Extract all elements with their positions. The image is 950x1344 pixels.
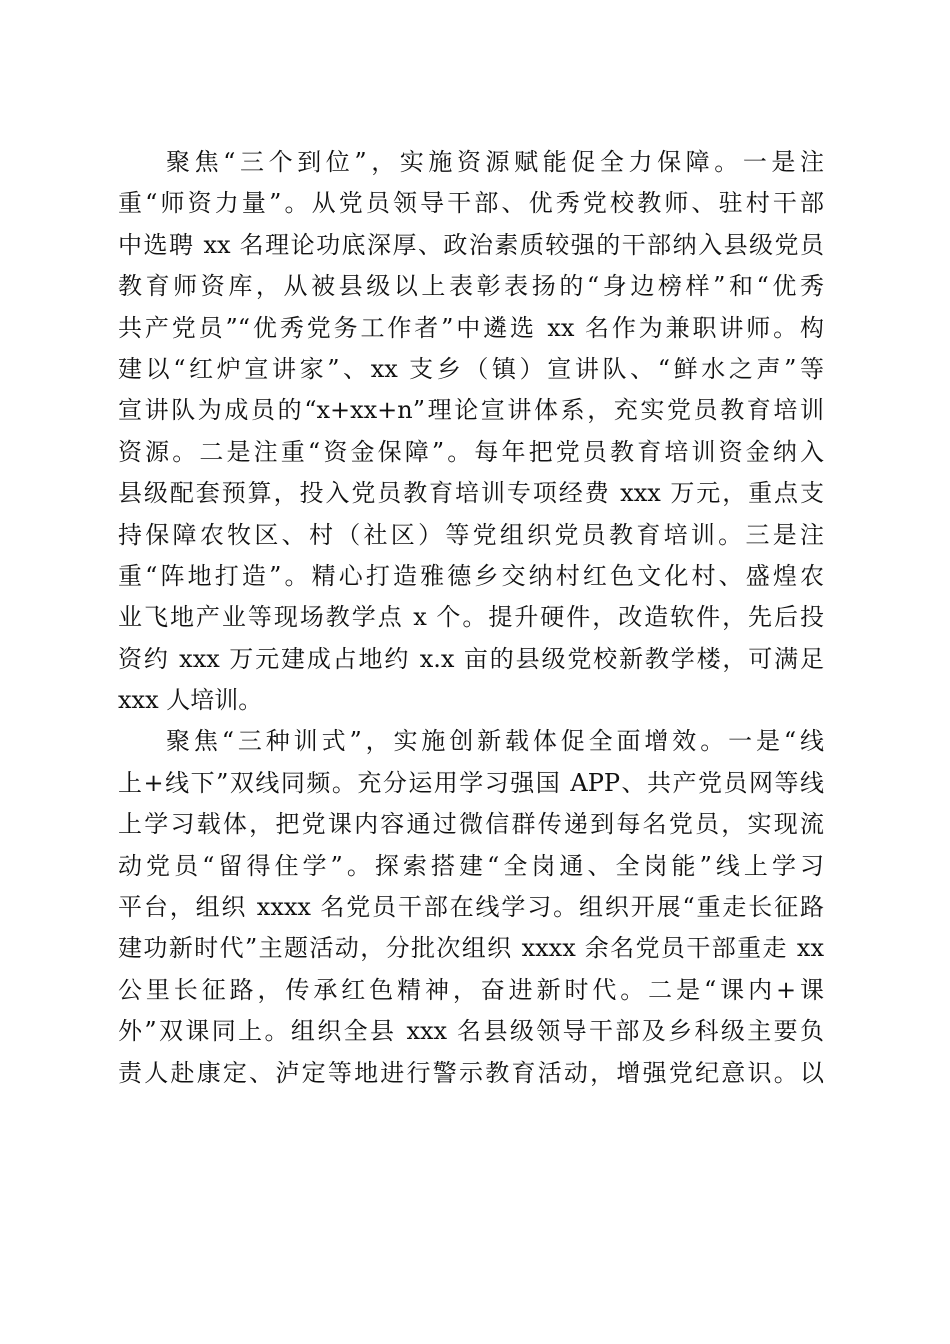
text-line: 县级配套预算，投入党员教育培训专项经费 xxx 万元，重点支 [118, 479, 824, 508]
paragraph-resource-guarantee [118, 142, 824, 721]
text-line: 中选聘 xx 名理论功底深厚、政治素质较强的干部纳入县级党员 [118, 230, 824, 259]
text-line: 重“阵地打造”。精心打造雅德乡交纳村红色文化村、盛煌农 [118, 561, 824, 590]
text-line: 平台，组织 xxxx 名党员干部在线学习。组织开展“重走长征路 [118, 893, 824, 922]
text-line: 聚焦“三种训式”，实施创新载体促全面增效。一是“线 [166, 727, 824, 756]
text-line: 动党员“留得住学”。探索搭建“全岗通、全岗能”线上学习 [118, 851, 824, 880]
text-line: 公里长征路，传承红色精神，奋进新时代。二是“课内+课 [118, 975, 824, 1004]
text-line: 重“师资力量”。从党员领导干部、优秀党校教师、驻村干部 [118, 189, 824, 218]
text-line: 资源。二是注重“资金保障”。每年把党员教育培训资金纳入 [118, 437, 824, 466]
text-line: 建以“红炉宣讲家”、xx 支乡（镇）宣讲队、“鲜水之声”等 [118, 354, 824, 383]
paragraph-training-forms [118, 721, 824, 1094]
text-line: 共产党员”“优秀党务工作者”中遴选 xx 名作为兼职讲师。构 [118, 313, 824, 342]
text-line: 建功新时代”主题活动，分批次组织 xxxx 余名党员干部重走 xx [118, 934, 824, 963]
text-line: 责人赴康定、泸定等地进行警示教育活动，增强党纪意识。以 [118, 1058, 824, 1087]
text-line: 外”双课同上。组织全县 xxx 名县级领导干部及乡科级主要负 [118, 1017, 824, 1046]
text-line: xxx 人培训。 [118, 686, 263, 715]
text-line: 教育师资库，从被县级以上表彰表扬的“身边榜样”和“优秀 [118, 272, 824, 301]
text-line: 上+线下”双线同频。充分运用学习强国 APP、共产党员网等线 [118, 768, 824, 797]
text-line: 业飞地产业等现场教学点 x 个。提升硬件，改造软件，先后投 [118, 603, 824, 632]
body-text [118, 142, 824, 1094]
text-line: 聚焦“三个到位”，实施资源赋能促全力保障。一是注 [166, 148, 824, 176]
text-line: 宣讲队为成员的“x+xx+n”理论宣讲体系，充实党员教育培训 [118, 396, 824, 425]
text-line: 持保障农牧区、村（社区）等党组织党员教育培训。三是注 [118, 520, 824, 549]
text-line: 上学习载体，把党课内容通过微信群传递到每名党员，实现流 [118, 810, 824, 839]
text-line: 资约 xxx 万元建成占地约 x.x 亩的县级党校新教学楼，可满足 [118, 644, 824, 673]
